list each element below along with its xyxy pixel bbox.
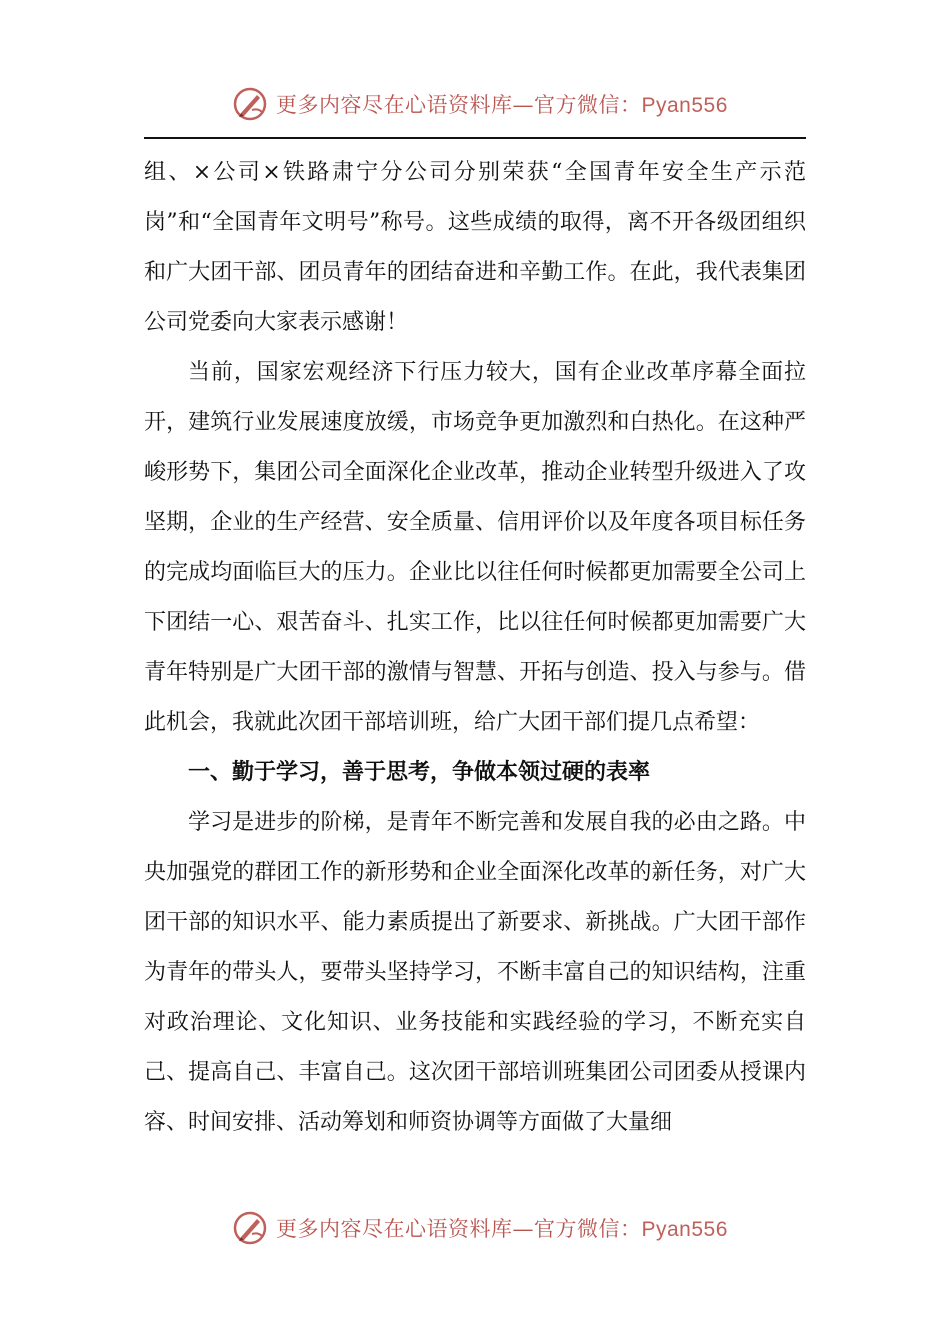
header-divider [144, 137, 806, 139]
pen-logo-icon [232, 1210, 268, 1246]
footer-wechat-id: Pyan556 [641, 1218, 728, 1241]
footer-watermark-text [276, 1213, 728, 1243]
paragraph-1: 组、×公司×铁路肃宁分公司分别荣获“全国青年安全生产示范岗”和“全国青年文明号”称号。这些成绩的取得，离不开各级团组织和广大团干部、团员青年的团结奋进和辛勤工作。在此，我代表集团公司党委向大家表示感谢！ [144, 160, 806, 335]
header-watermark [232, 84, 728, 124]
paragraph-3: 学习是进步的阶梯，是青年不断完善和发展自我的必由之路。中央加强党的群团工作的新形势和企业全面深化改革的新任务，对广大团干部的知识水平、能力素质提出了新要求、新挑战。广大团干部作为青年的带头人，要带头坚持学习，不断丰富自己的知识结构，注重对政治理论、文化知识、业务技能和实践经验的学习，不断充实自己、提高自己、丰富自己。这次团干部培训班集团公司团委从授课内容、时间安排、活动筹划和师资协调等方面做了大量细 [144, 810, 806, 1135]
paragraph-2: 当前，国家宏观经济下行压力较大，国有企业改革序幕全面拉开，建筑行业发展速度放缓，市场竞争更加激烈和白热化。在这种严峻形势下，集团公司全面深化企业改革，推动企业转型升级进入了攻坚期，企业的生产经营、安全质量、信用评价以及年度各项目标任务的完成均面临巨大的压力。企业比以往任何时候都更加需要全公司上下团结一心、艰苦奋斗、扎实工作，比以往任何时候都更加需要广大青年特别是广大团干部的激情与智慧、开拓与创造、投入与参与。借此机会，我就此次团干部培训班，给广大团干部们提几点希望： [144, 360, 806, 735]
pen-logo-icon [232, 86, 268, 122]
section-heading: 一、勤于学习，善于思考，争做本领过硬的表率 [188, 760, 651, 785]
footer-watermark [232, 1208, 728, 1248]
header-watermark-text [276, 89, 728, 119]
header-wechat-id: Pyan556 [641, 94, 728, 117]
document-body [144, 148, 806, 1148]
header-watermark-label: 更多内容尽在心语资料库—官方微信： [276, 93, 642, 117]
footer-watermark-label: 更多内容尽在心语资料库—官方微信： [276, 1217, 642, 1241]
